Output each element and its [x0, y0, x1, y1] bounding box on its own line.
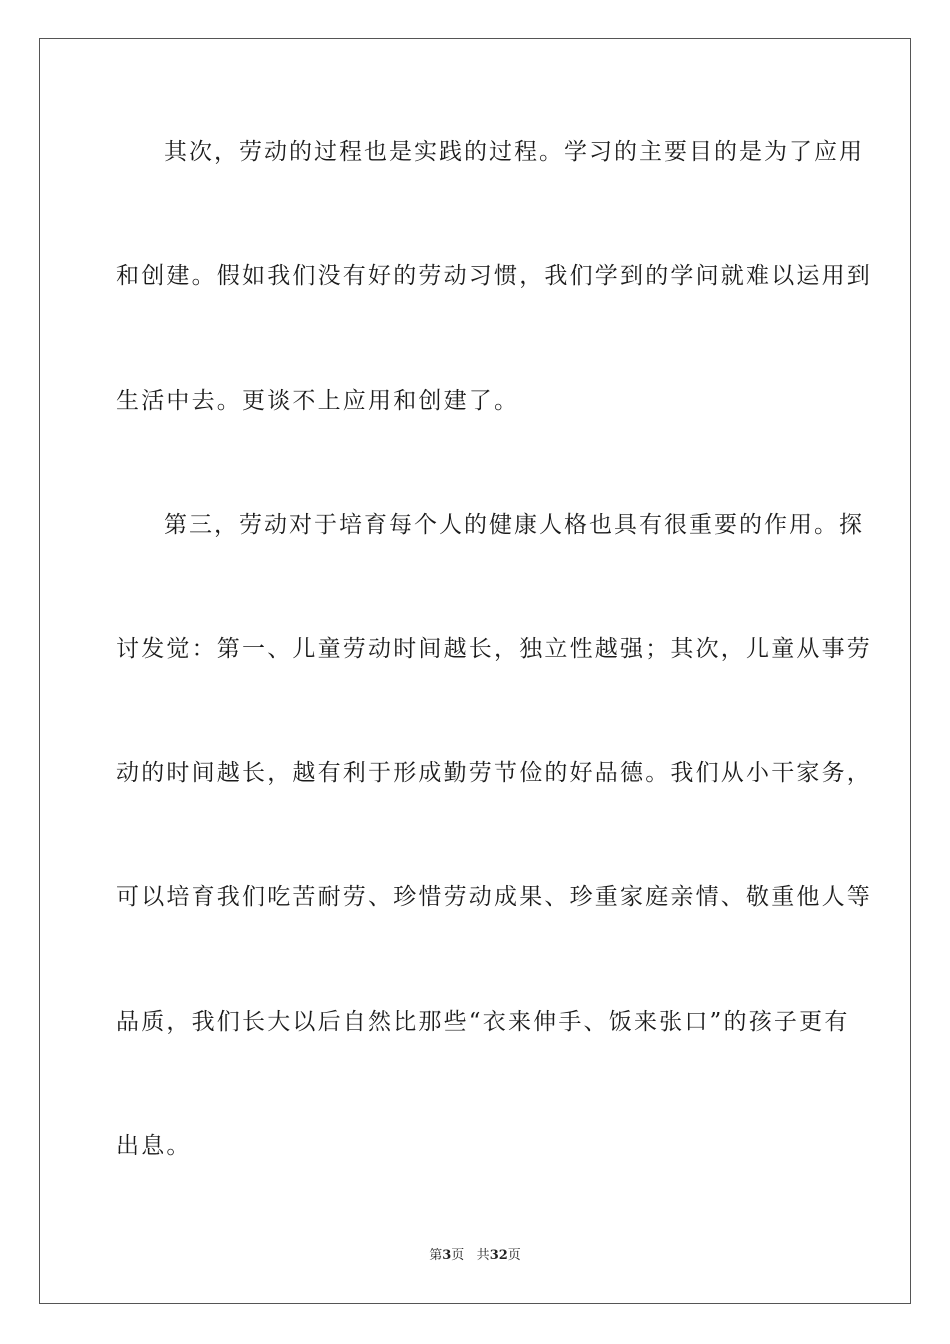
total-label-suffix: 页 [507, 1248, 521, 1263]
paragraph-1-line-3: 生活中去。更谈不上应用和创建了。 [116, 388, 520, 414]
page-label-prefix: 第 [429, 1248, 443, 1263]
page-footer [0, 1247, 950, 1265]
page-label-suffix: 页 [451, 1248, 465, 1263]
paragraph-1-line-2: 和创建。假如我们没有好的劳动习惯，我们学到的学问就难以运用到 [116, 263, 872, 289]
paragraph-2-line-6: 出息。 [116, 1133, 192, 1159]
total-page-count: 32 [489, 1248, 508, 1263]
current-page-number: 3 [442, 1248, 452, 1263]
total-label-prefix: 共 [476, 1248, 490, 1263]
paragraph-2-line-5: 品质，我们长大以后自然比那些“衣来伸手、饭来张口”的孩子更有 [116, 1009, 850, 1035]
paragraph-2-line-3: 动的时间越长，越有利于形成勤劳节俭的好品德。我们从小干家务， [116, 760, 872, 786]
paragraph-2-line-4: 可以培育我们吃苦耐劳、珍惜劳动成果、珍重家庭亲情、敬重他人等 [116, 884, 872, 910]
paragraph-2-line-2: 讨发觉：第一、儿童劳动时间越长，独立性越强；其次，儿童从事劳 [116, 636, 872, 662]
paragraph-2-line-1: 第三，劳动对于培育每个人的健康人格也具有很重要的作用。探 [164, 512, 864, 538]
paragraph-1-line-1: 其次，劳动的过程也是实践的过程。学习的主要目的是为了应用 [164, 139, 864, 165]
page-border [39, 38, 911, 1304]
